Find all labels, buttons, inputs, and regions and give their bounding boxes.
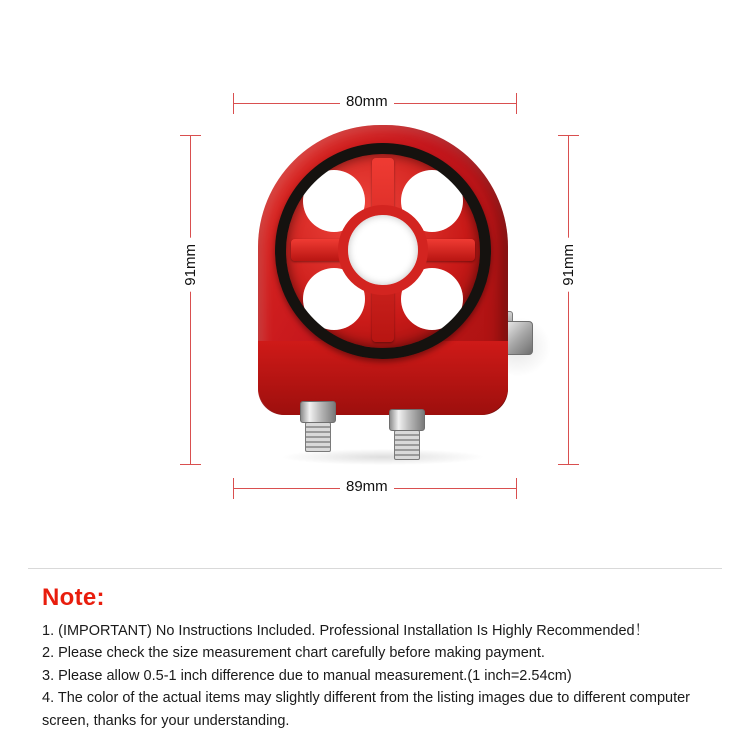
- dimension-tick-left-bottom: [180, 464, 201, 465]
- note-line-3: 3. Please allow 0.5-1 inch difference due to manual measurement.(1 inch=2.54cm): [42, 667, 572, 684]
- bottom-right-nut: [389, 409, 425, 431]
- dimension-tick-left-top: [180, 135, 201, 136]
- dimension-label-left: 91mm: [182, 238, 199, 292]
- dimension-line-left: [190, 135, 191, 465]
- dimension-label-top: 80mm: [340, 93, 394, 110]
- rubber-o-ring: [275, 143, 491, 359]
- dimension-tick-right-top: [558, 135, 579, 136]
- dimension-tick-top-left: [233, 93, 234, 114]
- bottom-left-stem: [305, 422, 331, 452]
- dimension-label-bottom: 89mm: [340, 478, 394, 495]
- dimension-line-right: [568, 135, 569, 465]
- dimension-label-right: 91mm: [560, 238, 577, 292]
- note-line-2: 2. Please check the size measurement chart carefully before making payment.: [42, 645, 545, 662]
- note-title: Note:: [42, 584, 105, 611]
- dimension-tick-top-right: [516, 93, 517, 114]
- note-line-4: 4. The color of the actual items may slightly different from the listing images due to different computer screen, thanks for your understanding.: [42, 690, 690, 729]
- note-section: [42, 584, 718, 732]
- bottom-right-stem: [394, 430, 420, 460]
- dimension-tick-bottom-right: [516, 478, 517, 499]
- dimension-tick-right-bottom: [558, 464, 579, 465]
- bottom-left-nut: [300, 401, 336, 423]
- note-line-1: 1. (IMPORTANT) No Instructions Included. Professional Installation Is Highly Recommended！: [42, 623, 650, 639]
- product-image: [243, 113, 553, 463]
- dimension-tick-bottom-left: [233, 478, 234, 499]
- section-divider: [28, 568, 722, 569]
